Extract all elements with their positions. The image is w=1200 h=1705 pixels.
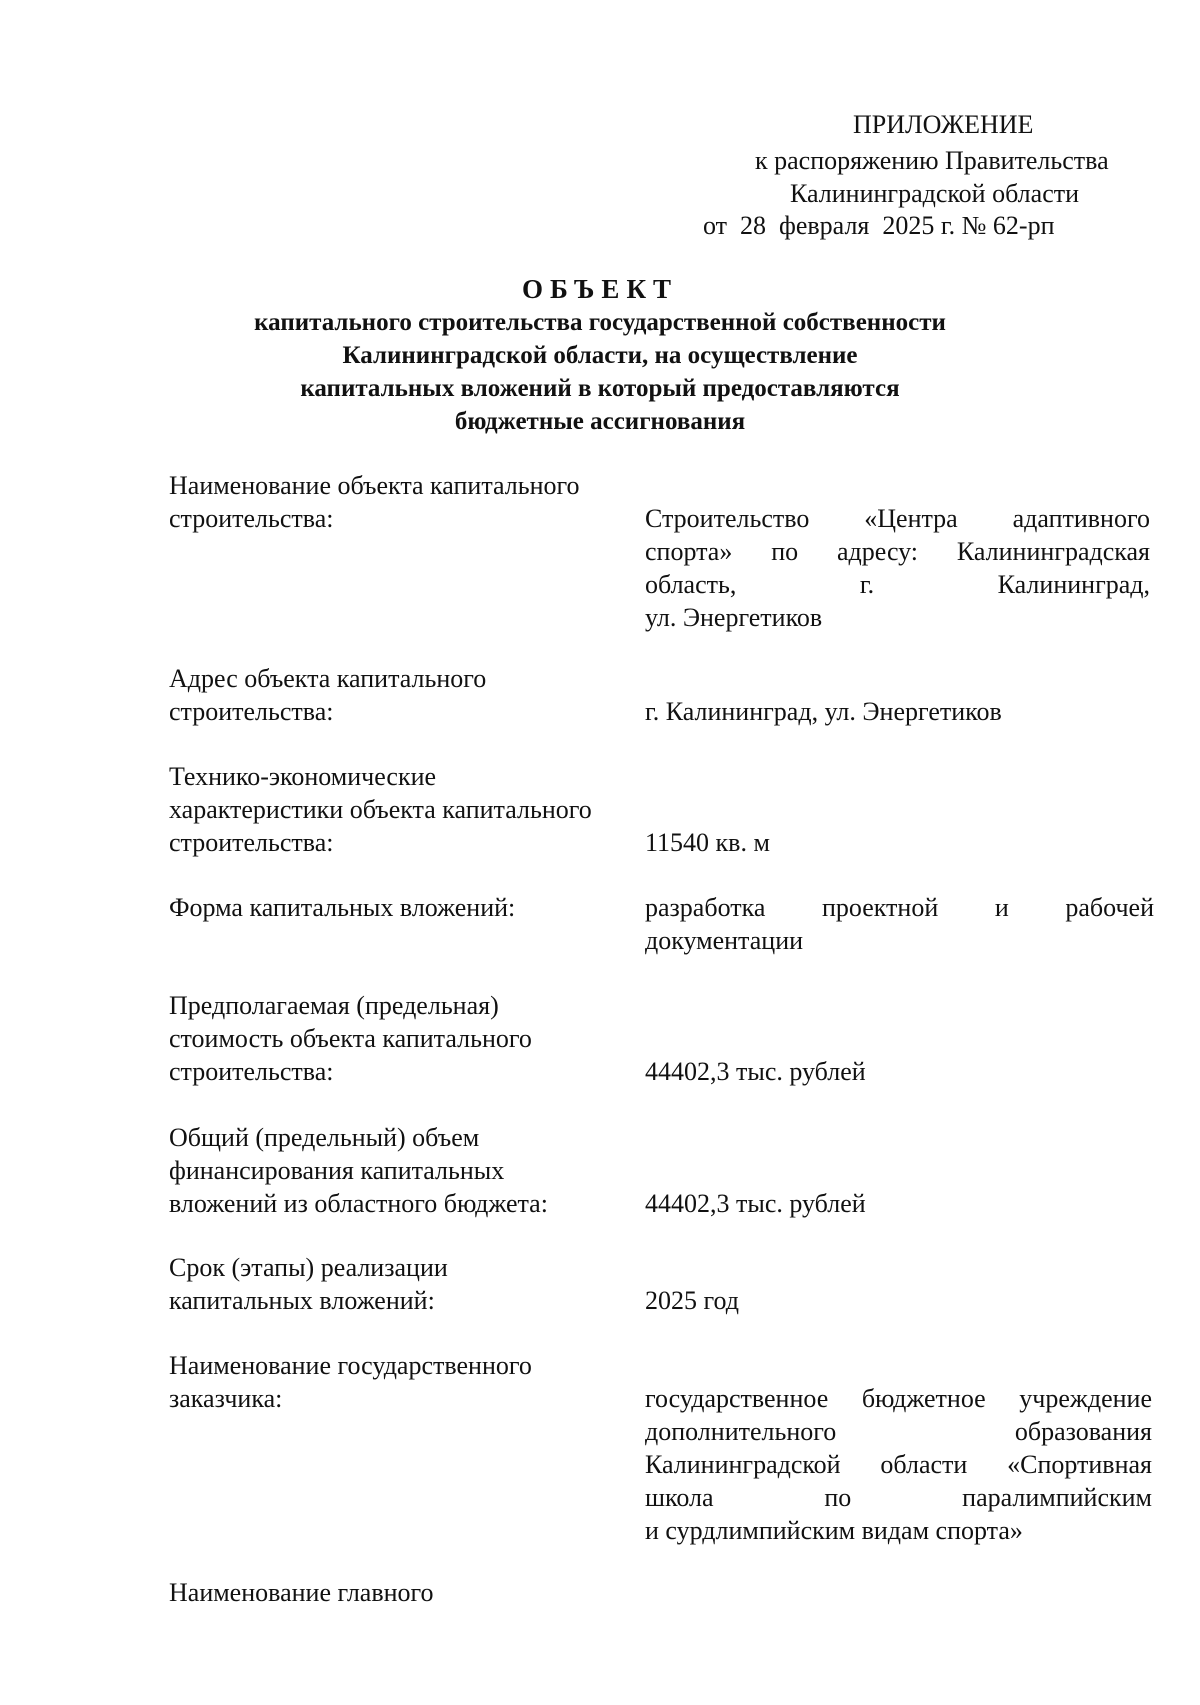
annex-line-2: Калининградской области <box>790 179 1080 208</box>
annex-line-1: к распоряжению Правительства <box>755 146 1109 175</box>
heading-line-1: капитального строительства государственной собственности <box>254 309 946 336</box>
row-label: Наименование главного <box>169 1578 434 1607</box>
heading-title: ОБЪЕКТ <box>521 274 679 304</box>
heading-line-4: бюджетные ассигнования <box>454 408 746 435</box>
row-label: Наименование государственного заказчика: <box>169 1351 532 1413</box>
row-label: Технико-экономические характеристики объекта капитального строительства: <box>169 762 592 857</box>
row-label: Наименование объекта капитального строительства: <box>169 471 580 533</box>
row-value: 11540 кв. м <box>645 828 770 857</box>
row-value: разработка проектной и рабочей документации <box>645 893 1154 955</box>
row-label: Адрес объекта капитального строительства: <box>169 664 487 726</box>
row-value: Строительство «Центра адаптивного спорта» по адресу: Калининградская область, г. Калининград, ул. Энергетиков <box>645 504 1150 632</box>
row-value: 44402,3 тыс. рублей <box>645 1057 866 1086</box>
row-label: Предполагаемая (предельная) стоимость объекта капитального строительства: <box>169 991 532 1086</box>
row-value: г. Калининград, ул. Энергетиков <box>645 697 1002 726</box>
row-label: Срок (этапы) реализации капитальных вложений: <box>169 1253 448 1315</box>
row-value: 44402,3 тыс. рублей <box>645 1189 866 1218</box>
heading-line-3: капитальных вложений в который предоставляются <box>300 375 900 402</box>
annex-line-3: от 28 февраля 2025 г. № 62-рп <box>703 211 1055 240</box>
row-label: Общий (предельный) объем финансирования капитальных вложений из областного бюджета: <box>169 1123 548 1218</box>
row-value: государственное бюджетное учреждение дополнительного образования Калининградской области «Спортивная школа по паралимпийским и сурдлимпийским видам спорта» <box>645 1384 1152 1545</box>
annex-title: ПРИЛОЖЕНИЕ <box>853 110 1034 139</box>
heading-line-2: Калининградской области, на осуществление <box>342 342 858 369</box>
row-value: 2025 год <box>645 1286 739 1315</box>
heading-block <box>0 273 1200 438</box>
row-label: Форма капитальных вложений: <box>169 893 516 922</box>
